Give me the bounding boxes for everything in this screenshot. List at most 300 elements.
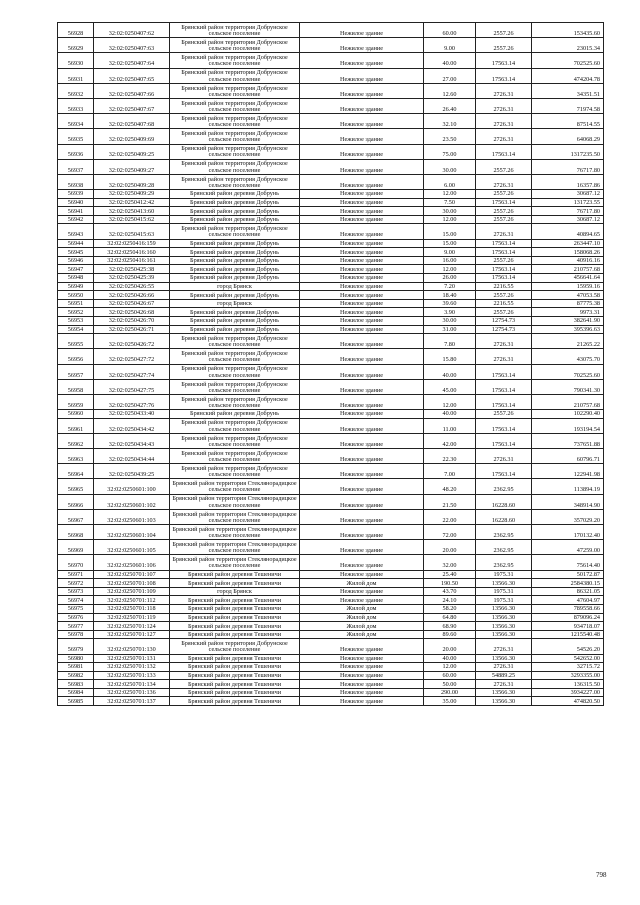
unit-value-cell: 2726.31 — [476, 334, 532, 349]
cadastral-value-cell: 15959.16 — [532, 282, 604, 291]
table-row — [58, 433, 604, 448]
cadastral-value-cell: 934718.07 — [532, 622, 604, 631]
row-index-cell: 56937 — [58, 159, 94, 174]
table-row — [58, 364, 604, 379]
table-row — [58, 282, 604, 291]
area-cell: 7.50 — [424, 198, 476, 207]
area-cell: 30.00 — [424, 159, 476, 174]
object-type-cell: Нежилое здание — [300, 418, 424, 433]
row-index-cell: 56960 — [58, 410, 94, 419]
cadastral-number-cell: 32:02:0250412:42 — [94, 198, 170, 207]
unit-value-cell: 17563.14 — [476, 198, 532, 207]
object-type-cell: Нежилое здание — [300, 98, 424, 113]
cadastral-number-cell: 32:02:0250601:100 — [94, 479, 170, 494]
cadastral-value-cell: 474820.50 — [532, 697, 604, 706]
cadastral-number-cell: 32:02:0250426:68 — [94, 308, 170, 317]
area-cell: 58.20 — [424, 604, 476, 613]
unit-value-cell: 2216.55 — [476, 299, 532, 308]
unit-value-cell: 12754.73 — [476, 316, 532, 325]
area-cell: 48.20 — [424, 479, 476, 494]
row-index-cell: 56948 — [58, 274, 94, 283]
object-type-cell: Нежилое здание — [300, 697, 424, 706]
location-cell: Брянский район деревня Тешеничи — [170, 579, 300, 588]
location-cell: Брянский район территория Добрунское сельское поселение — [170, 144, 300, 159]
object-type-cell: Нежилое здание — [300, 688, 424, 697]
object-type-cell: Нежилое здание — [300, 207, 424, 216]
location-cell: Брянский район деревня Добрунь — [170, 325, 300, 334]
cadastral-number-cell: 32:02:0250701:112 — [94, 596, 170, 605]
table-row — [58, 525, 604, 540]
row-index-cell: 56938 — [58, 174, 94, 189]
table-row — [58, 274, 604, 283]
object-type-cell: Нежилое здание — [300, 680, 424, 689]
area-cell: 20.00 — [424, 540, 476, 555]
table-row — [58, 639, 604, 654]
location-cell: Брянский район территория Добрунское сельское поселение — [170, 364, 300, 379]
table-row — [58, 159, 604, 174]
area-cell: 35.00 — [424, 697, 476, 706]
cadastral-number-cell: 32:02:0250407:68 — [94, 114, 170, 129]
object-type-cell: Нежилое здание — [300, 53, 424, 68]
table-row — [58, 509, 604, 524]
row-index-cell: 56950 — [58, 291, 94, 300]
location-cell: Брянский район территория Добрунское сельское поселение — [170, 394, 300, 409]
cadastral-number-cell: 32:02:0250434:44 — [94, 449, 170, 464]
row-index-cell: 56980 — [58, 654, 94, 663]
cadastral-value-cell: 3934227.00 — [532, 688, 604, 697]
cadastral-value-cell: 30687.12 — [532, 215, 604, 224]
location-cell: Брянский район территория Добрунское сельское поселение — [170, 464, 300, 479]
cadastral-number-cell: 32:02:0250407:63 — [94, 38, 170, 53]
cadastral-number-cell: 32:02:0250415:62 — [94, 215, 170, 224]
area-cell: 24.10 — [424, 596, 476, 605]
cadastral-number-cell: 32:02:0250409:25 — [94, 144, 170, 159]
unit-value-cell: 17563.14 — [476, 364, 532, 379]
object-type-cell: Нежилое здание — [300, 159, 424, 174]
row-index-cell: 56967 — [58, 509, 94, 524]
area-cell: 43.70 — [424, 587, 476, 596]
object-type-cell: Нежилое здание — [300, 364, 424, 379]
location-cell: Брянский район деревня Тешеничи — [170, 570, 300, 579]
row-index-cell: 56969 — [58, 540, 94, 555]
object-type-cell: Нежилое здание — [300, 316, 424, 325]
cadastral-value-cell: 1215540.48 — [532, 630, 604, 639]
cadastral-value-cell: 47259.00 — [532, 540, 604, 555]
area-cell: 25.40 — [424, 570, 476, 579]
table-row — [58, 410, 604, 419]
unit-value-cell: 17563.14 — [476, 464, 532, 479]
location-cell: Брянский район деревня Тешеничи — [170, 613, 300, 622]
table-row — [58, 215, 604, 224]
row-index-cell: 56956 — [58, 349, 94, 364]
cadastral-value-cell: 702525.60 — [532, 364, 604, 379]
cadastral-value-cell: 1317235.50 — [532, 144, 604, 159]
object-type-cell: Нежилое здание — [300, 215, 424, 224]
cadastral-number-cell: 32:02:0250701:137 — [94, 697, 170, 706]
object-type-cell: Нежилое здание — [300, 555, 424, 570]
cadastral-number-cell: 32:02:0250416:160 — [94, 248, 170, 257]
object-type-cell: Нежилое здание — [300, 596, 424, 605]
cadastral-number-cell: 32:02:0250427:74 — [94, 364, 170, 379]
object-type-cell: Нежилое здание — [300, 274, 424, 283]
cadastral-number-cell: 32:02:0250601:106 — [94, 555, 170, 570]
unit-value-cell: 13566.30 — [476, 697, 532, 706]
cadastral-value-cell: 76717.80 — [532, 207, 604, 216]
object-type-cell: Нежилое здание — [300, 479, 424, 494]
object-type-cell: Жилой дом — [300, 630, 424, 639]
cadastral-number-cell: 32:02:0250701:107 — [94, 570, 170, 579]
location-cell: Брянский район деревня Тешеничи — [170, 654, 300, 663]
location-cell: Брянский район деревня Добрунь — [170, 215, 300, 224]
unit-value-cell: 2557.26 — [476, 23, 532, 38]
cadastral-number-cell: 32:02:0250434:42 — [94, 418, 170, 433]
cadastral-value-cell: 16357.86 — [532, 174, 604, 189]
location-cell: Брянский район территория Добрунское сельское поселение — [170, 114, 300, 129]
location-cell: Брянский район территория Добрунское сельское поселение — [170, 129, 300, 144]
location-cell: Брянский район деревня Тешеничи — [170, 697, 300, 706]
row-index-cell: 56984 — [58, 688, 94, 697]
area-cell: 42.00 — [424, 433, 476, 448]
unit-value-cell: 2557.26 — [476, 291, 532, 300]
row-index-cell: 56951 — [58, 299, 94, 308]
row-index-cell: 56979 — [58, 639, 94, 654]
object-type-cell: Нежилое здание — [300, 114, 424, 129]
cadastral-value-cell: 30687.12 — [532, 190, 604, 199]
unit-value-cell: 17563.14 — [476, 239, 532, 248]
location-cell: Брянский район деревня Добрунь — [170, 190, 300, 199]
area-cell: 12.00 — [424, 265, 476, 274]
row-index-cell: 56953 — [58, 316, 94, 325]
table-row — [58, 688, 604, 697]
row-index-cell: 56971 — [58, 570, 94, 579]
unit-value-cell: 2726.31 — [476, 224, 532, 239]
table-row — [58, 379, 604, 394]
unit-value-cell: 1975.31 — [476, 596, 532, 605]
area-cell: 290.00 — [424, 688, 476, 697]
location-cell: Брянский район территория Добрунское сельское поселение — [170, 379, 300, 394]
unit-value-cell: 17563.14 — [476, 379, 532, 394]
table-row — [58, 299, 604, 308]
unit-value-cell: 2557.26 — [476, 190, 532, 199]
row-index-cell: 56928 — [58, 23, 94, 38]
unit-value-cell: 2726.31 — [476, 114, 532, 129]
cadastral-value-cell: 102290.40 — [532, 410, 604, 419]
table-row — [58, 494, 604, 509]
area-cell: 9.00 — [424, 248, 476, 257]
table-row — [58, 325, 604, 334]
object-type-cell: Нежилое здание — [300, 671, 424, 680]
unit-value-cell: 13566.30 — [476, 622, 532, 631]
table-row — [58, 144, 604, 159]
cadastral-value-cell: 43075.70 — [532, 349, 604, 364]
cadastral-number-cell: 32:02:0250439:25 — [94, 464, 170, 479]
cadastral-value-cell: 131723.55 — [532, 198, 604, 207]
area-cell: 16.00 — [424, 256, 476, 265]
cadastral-number-cell: 32:02:0250427:76 — [94, 394, 170, 409]
location-cell: Брянский район территория Добрунское сельское поселение — [170, 224, 300, 239]
cadastral-number-cell: 32:02:0250601:103 — [94, 509, 170, 524]
row-index-cell: 56931 — [58, 68, 94, 83]
location-cell: город Брянск — [170, 299, 300, 308]
location-cell: Брянский район деревня Добрунь — [170, 308, 300, 317]
object-type-cell: Нежилое здание — [300, 449, 424, 464]
area-cell: 3.90 — [424, 308, 476, 317]
row-index-cell: 56978 — [58, 630, 94, 639]
location-cell: Брянский район территория Добрунское сельское поселение — [170, 38, 300, 53]
area-cell: 45.00 — [424, 379, 476, 394]
location-cell: Брянский район территория Добрунское сельское поселение — [170, 449, 300, 464]
table-row — [58, 654, 604, 663]
row-index-cell: 56941 — [58, 207, 94, 216]
row-index-cell: 56933 — [58, 98, 94, 113]
object-type-cell: Нежилое здание — [300, 68, 424, 83]
row-index-cell: 56946 — [58, 256, 94, 265]
table-row — [58, 190, 604, 199]
area-cell: 30.00 — [424, 316, 476, 325]
row-index-cell: 56930 — [58, 53, 94, 68]
cadastral-value-cell: 879096.24 — [532, 613, 604, 622]
cadastral-number-cell: 32:02:0250409:27 — [94, 159, 170, 174]
table-row — [58, 540, 604, 555]
unit-value-cell: 2362.95 — [476, 479, 532, 494]
table-row — [58, 256, 604, 265]
cadastral-number-cell: 32:02:0250407:66 — [94, 83, 170, 98]
table-row — [58, 394, 604, 409]
cadastral-number-cell: 32:02:0250425:38 — [94, 265, 170, 274]
cadastral-value-cell: 789558.66 — [532, 604, 604, 613]
unit-value-cell: 2362.95 — [476, 540, 532, 555]
row-index-cell: 56966 — [58, 494, 94, 509]
cadastral-number-cell: 32:02:0250701:132 — [94, 663, 170, 672]
object-type-cell: Нежилое здание — [300, 291, 424, 300]
area-cell: 27.00 — [424, 68, 476, 83]
cadastral-number-cell: 32:02:0250426:67 — [94, 299, 170, 308]
location-cell: Брянский район территория Добрунское сельское поселение — [170, 53, 300, 68]
row-index-cell: 56964 — [58, 464, 94, 479]
row-index-cell: 56957 — [58, 364, 94, 379]
cadastral-number-cell: 32:02:0250426:66 — [94, 291, 170, 300]
cadastral-value-cell: 86321.05 — [532, 587, 604, 596]
area-cell: 60.00 — [424, 23, 476, 38]
registry-sheet — [57, 22, 603, 706]
location-cell: Брянский район деревня Добрунь — [170, 207, 300, 216]
area-cell: 23.50 — [424, 129, 476, 144]
table-row — [58, 622, 604, 631]
unit-value-cell: 17563.14 — [476, 53, 532, 68]
unit-value-cell: 13566.30 — [476, 613, 532, 622]
location-cell: Брянский район деревня Добрунь — [170, 274, 300, 283]
row-index-cell: 56939 — [58, 190, 94, 199]
cadastral-value-cell: 136315.50 — [532, 680, 604, 689]
object-type-cell: Жилой дом — [300, 604, 424, 613]
row-index-cell: 56976 — [58, 613, 94, 622]
cadastral-value-cell: 348914.90 — [532, 494, 604, 509]
object-type-cell: Нежилое здание — [300, 509, 424, 524]
location-cell: Брянский район деревня Добрунь — [170, 410, 300, 419]
table-row — [58, 630, 604, 639]
area-cell: 18.40 — [424, 291, 476, 300]
location-cell: Брянский район деревня Тешеничи — [170, 688, 300, 697]
location-cell: Брянский район территория Добрунское сельское поселение — [170, 23, 300, 38]
object-type-cell: Нежилое здание — [300, 433, 424, 448]
cadastral-number-cell: 32:02:0250409:29 — [94, 190, 170, 199]
area-cell: 12.60 — [424, 83, 476, 98]
area-cell: 39.60 — [424, 299, 476, 308]
unit-value-cell: 17563.14 — [476, 394, 532, 409]
area-cell: 75.00 — [424, 144, 476, 159]
cadastral-number-cell: 32:02:0250407:62 — [94, 23, 170, 38]
object-type-cell: Нежилое здание — [300, 308, 424, 317]
object-type-cell: Нежилое здание — [300, 198, 424, 207]
cadastral-value-cell: 21265.22 — [532, 334, 604, 349]
cadastral-value-cell: 357029.20 — [532, 509, 604, 524]
location-cell: Брянский район деревня Тешеничи — [170, 630, 300, 639]
cadastral-number-cell: 32:02:0250426:55 — [94, 282, 170, 291]
area-cell: 40.00 — [424, 364, 476, 379]
cadastral-value-cell: 158068.26 — [532, 248, 604, 257]
location-cell: Брянский район деревня Добрунь — [170, 198, 300, 207]
cadastral-value-cell: 47604.97 — [532, 596, 604, 605]
cadastral-number-cell: 32:02:0250409:28 — [94, 174, 170, 189]
location-cell: Брянский район территория Добрунское сельское поселение — [170, 159, 300, 174]
row-index-cell: 56970 — [58, 555, 94, 570]
unit-value-cell: 1975.31 — [476, 570, 532, 579]
cadastral-value-cell: 263447.10 — [532, 239, 604, 248]
cadastral-value-cell: 32715.72 — [532, 663, 604, 672]
object-type-cell: Нежилое здание — [300, 144, 424, 159]
cadastral-value-cell: 702525.60 — [532, 53, 604, 68]
unit-value-cell: 2726.31 — [476, 98, 532, 113]
unit-value-cell: 13566.30 — [476, 604, 532, 613]
object-type-cell: Нежилое здание — [300, 256, 424, 265]
area-cell: 7.80 — [424, 334, 476, 349]
unit-value-cell: 17563.14 — [476, 144, 532, 159]
unit-value-cell: 17563.14 — [476, 274, 532, 283]
table-row — [58, 98, 604, 113]
table-row — [58, 248, 604, 257]
location-cell: Брянский район территория Добрунское сельское поселение — [170, 68, 300, 83]
area-cell: 64.80 — [424, 613, 476, 622]
row-index-cell: 56940 — [58, 198, 94, 207]
cadastral-value-cell: 170132.40 — [532, 525, 604, 540]
table-row — [58, 613, 604, 622]
table-row — [58, 174, 604, 189]
table-row — [58, 129, 604, 144]
area-cell: 40.00 — [424, 410, 476, 419]
location-cell: Брянский район территория Добрунское сельское поселение — [170, 433, 300, 448]
object-type-cell: Нежилое здание — [300, 639, 424, 654]
area-cell: 20.00 — [424, 639, 476, 654]
table-row — [58, 53, 604, 68]
object-type-cell: Нежилое здание — [300, 129, 424, 144]
row-index-cell: 56975 — [58, 604, 94, 613]
unit-value-cell: 17563.14 — [476, 433, 532, 448]
object-type-cell: Нежилое здание — [300, 494, 424, 509]
unit-value-cell: 2726.31 — [476, 129, 532, 144]
location-cell: Брянский район территория Стеклянорадицкое сельское поселение — [170, 540, 300, 555]
table-row — [58, 207, 604, 216]
location-cell: Брянский район деревня Добрунь — [170, 248, 300, 257]
cadastral-number-cell: 32:02:0250409:69 — [94, 129, 170, 144]
unit-value-cell: 2557.26 — [476, 159, 532, 174]
area-cell: 6.00 — [424, 174, 476, 189]
table-row — [58, 83, 604, 98]
row-index-cell: 56965 — [58, 479, 94, 494]
location-cell: Брянский район деревня Добрунь — [170, 291, 300, 300]
area-cell: 15.00 — [424, 239, 476, 248]
object-type-cell: Нежилое здание — [300, 394, 424, 409]
location-cell: Брянский район территория Добрунское сельское поселение — [170, 418, 300, 433]
object-type-cell: Нежилое здание — [300, 174, 424, 189]
object-type-cell: Нежилое здание — [300, 525, 424, 540]
cadastral-number-cell: 32:02:0250701:119 — [94, 613, 170, 622]
area-cell: 190.50 — [424, 579, 476, 588]
table-row — [58, 291, 604, 300]
cadastral-value-cell: 474204.78 — [532, 68, 604, 83]
unit-value-cell: 13566.30 — [476, 654, 532, 663]
object-type-cell: Жилой дом — [300, 622, 424, 631]
unit-value-cell: 13566.30 — [476, 579, 532, 588]
cadastral-number-cell: 32:02:0250415:63 — [94, 224, 170, 239]
location-cell: город Брянск — [170, 282, 300, 291]
table-row — [58, 555, 604, 570]
object-type-cell: Нежилое здание — [300, 282, 424, 291]
cadastral-value-cell: 737651.88 — [532, 433, 604, 448]
cadastral-value-cell: 71974.58 — [532, 98, 604, 113]
row-index-cell: 56945 — [58, 248, 94, 257]
area-cell: 12.00 — [424, 190, 476, 199]
location-cell: Брянский район деревня Добрунь — [170, 256, 300, 265]
area-cell: 60.00 — [424, 671, 476, 680]
cadastral-number-cell: 32:02:0250601:102 — [94, 494, 170, 509]
cadastral-value-cell: 60796.71 — [532, 449, 604, 464]
row-index-cell: 56972 — [58, 579, 94, 588]
cadastral-value-cell: 54526.20 — [532, 639, 604, 654]
unit-value-cell: 13566.30 — [476, 630, 532, 639]
cadastral-value-cell: 87514.55 — [532, 114, 604, 129]
table-row — [58, 114, 604, 129]
table-row — [58, 265, 604, 274]
cadastral-value-cell: 395396.63 — [532, 325, 604, 334]
location-cell: Брянский район территория Добрунское сельское поселение — [170, 174, 300, 189]
table-row — [58, 604, 604, 613]
location-cell: Брянский район территория Стеклянорадицкое сельское поселение — [170, 479, 300, 494]
unit-value-cell: 2557.26 — [476, 38, 532, 53]
cadastral-value-cell: 790341.30 — [532, 379, 604, 394]
object-type-cell: Нежилое здание — [300, 23, 424, 38]
cadastral-value-cell: 76717.80 — [532, 159, 604, 174]
table-row — [58, 587, 604, 596]
cadastral-value-cell: 40894.65 — [532, 224, 604, 239]
row-index-cell: 56982 — [58, 671, 94, 680]
cadastral-number-cell: 32:02:0250701:134 — [94, 680, 170, 689]
location-cell: Брянский район деревня Тешеничи — [170, 663, 300, 672]
table-row — [58, 671, 604, 680]
table-row — [58, 198, 604, 207]
table-row — [58, 334, 604, 349]
object-type-cell: Нежилое здание — [300, 224, 424, 239]
unit-value-cell: 2557.26 — [476, 207, 532, 216]
cadastral-value-cell: 153435.60 — [532, 23, 604, 38]
object-type-cell: Жилой дом — [300, 579, 424, 588]
cadastral-value-cell: 47053.58 — [532, 291, 604, 300]
property-table — [57, 22, 604, 706]
object-type-cell: Нежилое здание — [300, 540, 424, 555]
unit-value-cell: 54889.25 — [476, 671, 532, 680]
row-index-cell: 56949 — [58, 282, 94, 291]
object-type-cell: Нежилое здание — [300, 299, 424, 308]
table-row — [58, 239, 604, 248]
